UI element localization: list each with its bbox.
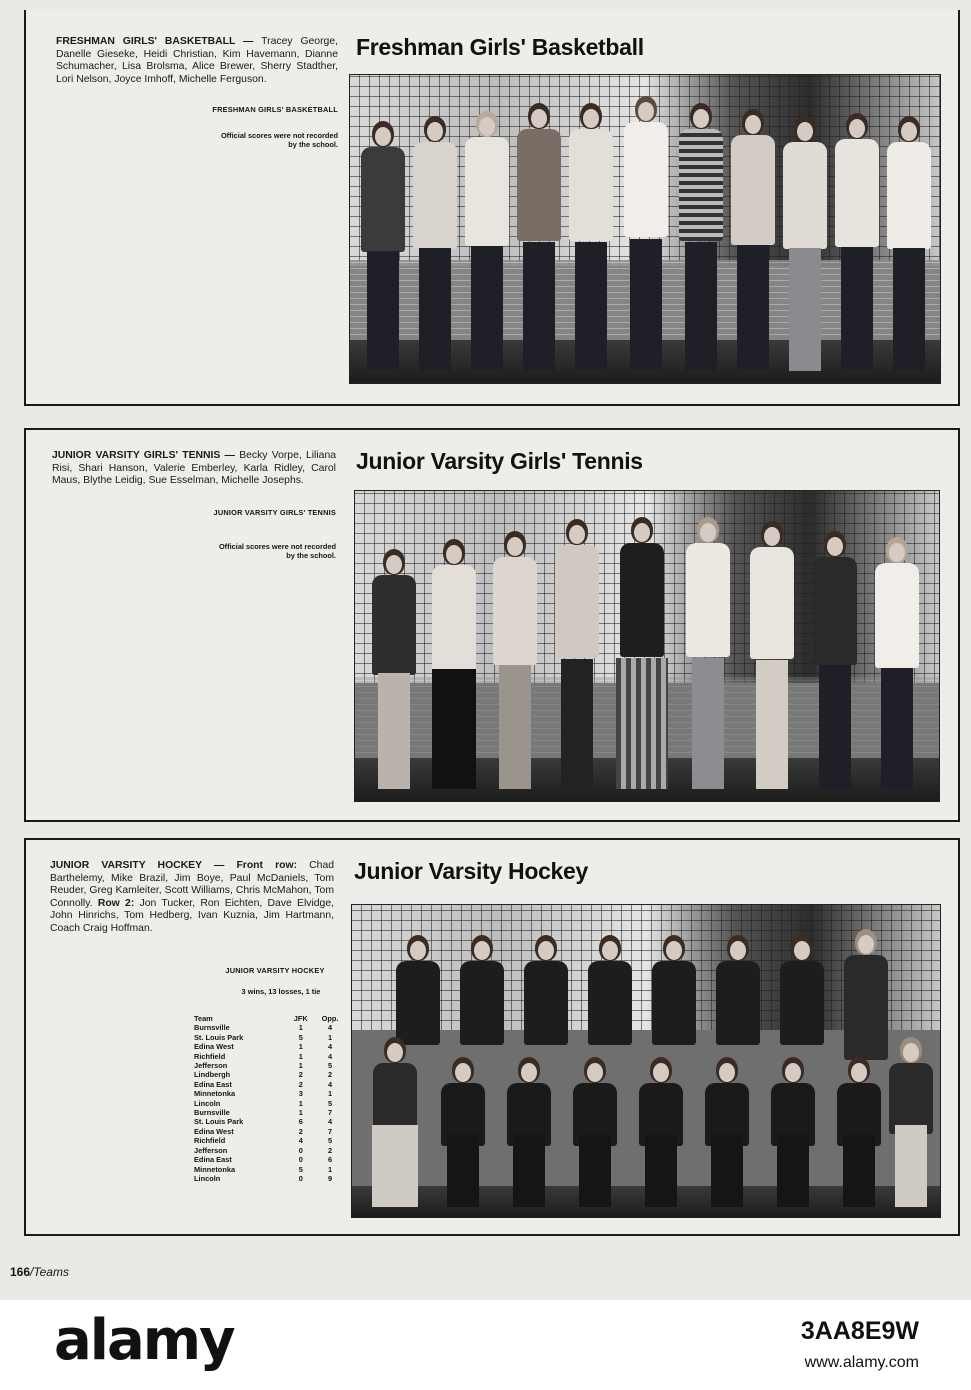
table-row — [194, 1023, 346, 1032]
score-cell-jfk: 0 — [298, 1173, 303, 1183]
score-cell-jfk: 0 — [298, 1155, 303, 1165]
table-row — [194, 1080, 346, 1089]
score-cell-team: Edina West — [194, 1126, 234, 1136]
header-team: Team — [194, 1014, 213, 1023]
score-cell-jfk: 2 — [298, 1070, 303, 1080]
alamy-logo[interactable]: alamy — [54, 1308, 234, 1373]
score-cell-team: St. Louis Park — [194, 1032, 244, 1042]
caption-lead: JUNIOR VARSITY GIRLS' TENNIS — — [52, 450, 235, 461]
player — [708, 935, 768, 1075]
section-heading: Freshman Girls' Basketball — [356, 34, 644, 60]
table-row — [194, 1155, 346, 1164]
table-row — [194, 1033, 346, 1042]
scores-note: Official scores were not recorded by the school. — [218, 542, 336, 560]
score-cell-jfk: 1 — [298, 1023, 303, 1033]
player — [677, 517, 739, 789]
score-cell-opp: 5 — [327, 1061, 333, 1071]
player — [832, 113, 882, 371]
caption-names: Becky Vorpe, Liliana Risi, Shari Hanson, Valerie Emberley, Karla Ridley, Carol Maus, Blythe Leidig, Sue Esselman, Michelle Josephs. — [52, 450, 337, 487]
header-opp: Opp. — [321, 1014, 339, 1023]
score-cell-team: Edina East — [194, 1155, 232, 1165]
basketball-caption — [56, 36, 338, 86]
score-cell-jfk: 3 — [298, 1089, 303, 1099]
player — [514, 103, 564, 371]
score-cell-jfk: 5 — [298, 1032, 303, 1042]
score-cell-opp: 4 — [327, 1117, 333, 1127]
player — [696, 1057, 758, 1207]
score-cell-team: Jefferson — [194, 1145, 228, 1155]
player — [884, 116, 934, 371]
player — [358, 121, 408, 371]
player — [828, 1057, 890, 1207]
score-cell-opp: 7 — [327, 1126, 333, 1136]
score-cell-jfk: 1 — [298, 1051, 303, 1061]
player — [772, 935, 832, 1075]
player — [728, 109, 778, 371]
table-row — [194, 1099, 346, 1108]
player — [564, 1057, 626, 1207]
score-cell-jfk: 1 — [298, 1042, 303, 1052]
table-row — [194, 1061, 346, 1070]
score-cell-team: Lincoln — [194, 1173, 221, 1183]
hockey-panel — [24, 838, 960, 1236]
score-cell-team: Edina West — [194, 1042, 234, 1052]
caption-row2: Jon Tucker, Ron Eichten, Dave Elvidge, John Hinrichs, Tom Hedberg, Ivan Kuznia, Jim Hartmann, Coach Craig Hoffman. — [50, 897, 335, 934]
player — [618, 96, 674, 371]
table-row — [194, 1089, 346, 1098]
table-row — [194, 1165, 346, 1174]
player — [580, 935, 640, 1075]
score-cell-opp: 4 — [327, 1023, 333, 1033]
score-cell-jfk: 6 — [298, 1117, 303, 1127]
score-cell-team: Richfield — [194, 1051, 226, 1061]
score-cell-opp: 1 — [327, 1164, 333, 1174]
player — [805, 531, 865, 789]
player — [762, 1057, 824, 1207]
score-cell-team: Lincoln — [194, 1098, 221, 1108]
table-row — [194, 1042, 346, 1051]
season-record: 3 wins, 13 losses, 1 tie — [241, 987, 321, 996]
player — [462, 111, 512, 371]
goalie — [362, 1037, 428, 1207]
player — [432, 1057, 494, 1207]
score-cell-team: St. Louis Park — [194, 1117, 244, 1127]
player — [485, 531, 545, 789]
score-cell-opp: 4 — [327, 1051, 333, 1061]
score-cell-opp: 6 — [327, 1155, 333, 1165]
hockey-caption — [50, 860, 334, 936]
player — [566, 103, 616, 371]
table-row — [194, 1127, 346, 1136]
score-cell-team: Burnsville — [194, 1023, 230, 1033]
table-row — [194, 1136, 346, 1145]
scores-note: Official scores were not recorded by the school. — [220, 131, 338, 149]
goalie — [882, 1037, 940, 1207]
score-cell-team: Minnetonka — [194, 1164, 236, 1174]
score-cell-opp: 5 — [327, 1136, 333, 1146]
table-row — [194, 1117, 346, 1126]
scores-table — [194, 1014, 346, 1183]
caption-front-row: Chad Barthelemy, Mike Brazil, Jim Boye, Paul McDaniels, Tom Reuder, Greg Kamleiter, Scott Williams, Chris McMahon, Tom Connolly. — [50, 860, 335, 909]
player — [365, 549, 423, 789]
caption-names: Tracey George, Danelle Gieseke, Heidi Christian, Kim Havemann, Dianne Schumacher, Lisa Brolsma, Alice Brewer, Sherry Stadther, Lori Nelson, Joyce Imhoff, Michelle Ferguson. — [56, 36, 338, 85]
stats-title: JUNIOR VARSITY GIRLS' TENNIS — [213, 508, 336, 517]
caption-row2-label: Row 2: — [97, 897, 135, 909]
site-link[interactable]: www.alamy.com — [804, 1354, 919, 1371]
team-photo — [351, 904, 941, 1218]
player — [425, 539, 483, 789]
player — [452, 935, 512, 1075]
score-cell-team: Burnsville — [194, 1108, 230, 1118]
page-number: 166 — [10, 1265, 31, 1279]
player — [676, 103, 726, 371]
player — [867, 537, 927, 789]
team-photo — [349, 74, 941, 384]
table-row — [194, 1052, 346, 1061]
score-cell-team: Jefferson — [194, 1061, 228, 1071]
player — [741, 521, 803, 789]
section-heading: Junior Varsity Girls' Tennis — [356, 448, 643, 474]
score-cell-opp: 9 — [327, 1173, 333, 1183]
score-cell-team: Minnetonka — [194, 1089, 236, 1099]
table-row — [194, 1146, 346, 1155]
basketball-panel — [24, 10, 960, 406]
header-jfk: JFK — [293, 1014, 308, 1023]
table-row — [194, 1070, 346, 1079]
tennis-caption — [52, 450, 336, 488]
score-cell-opp: 7 — [327, 1108, 333, 1118]
score-cell-jfk: 0 — [298, 1145, 303, 1155]
score-cell-jfk: 1 — [298, 1098, 303, 1108]
player — [547, 519, 607, 789]
player — [630, 1057, 692, 1207]
table-row — [194, 1174, 346, 1183]
player — [644, 935, 704, 1075]
scores-header-row — [194, 1014, 346, 1023]
score-cell-opp: 1 — [327, 1032, 333, 1042]
score-cell-opp: 4 — [327, 1042, 333, 1052]
tennis-panel — [24, 428, 960, 822]
team-photo — [354, 490, 940, 802]
score-cell-team: Richfield — [194, 1136, 226, 1146]
score-cell-jfk: 1 — [298, 1108, 303, 1118]
score-cell-opp: 2 — [327, 1145, 333, 1155]
table-row — [194, 1108, 346, 1117]
player — [516, 935, 576, 1075]
score-cell-jfk: 1 — [298, 1061, 303, 1071]
player — [609, 517, 675, 789]
player — [410, 116, 460, 371]
score-cell-team: Edina East — [194, 1079, 232, 1089]
caption-lead: JUNIOR VARSITY HOCKEY — Front row: — [50, 860, 298, 871]
score-cell-opp: 1 — [327, 1089, 333, 1099]
page-footer — [10, 1265, 69, 1279]
stats-title: JUNIOR VARSITY HOCKEY — [225, 966, 325, 975]
score-cell-jfk: 4 — [298, 1136, 303, 1146]
stats-title: FRESHMAN GIRLS' BASKETBALL — [212, 105, 338, 114]
section-heading: Junior Varsity Hockey — [354, 858, 589, 884]
score-cell-opp: 2 — [327, 1070, 333, 1080]
score-cell-opp: 5 — [327, 1098, 333, 1108]
image-id: 3AA8E9W — [800, 1317, 919, 1345]
player — [780, 116, 830, 371]
score-cell-opp: 4 — [327, 1079, 333, 1089]
score-cell-team: Lindbergh — [194, 1070, 231, 1080]
caption-lead: FRESHMAN GIRLS' BASKETBALL — — [56, 36, 254, 47]
score-cell-jfk: 2 — [298, 1126, 303, 1136]
score-cell-jfk: 5 — [298, 1164, 303, 1174]
section-label: /Teams — [30, 1265, 69, 1279]
player — [498, 1057, 560, 1207]
score-cell-jfk: 2 — [298, 1079, 303, 1089]
